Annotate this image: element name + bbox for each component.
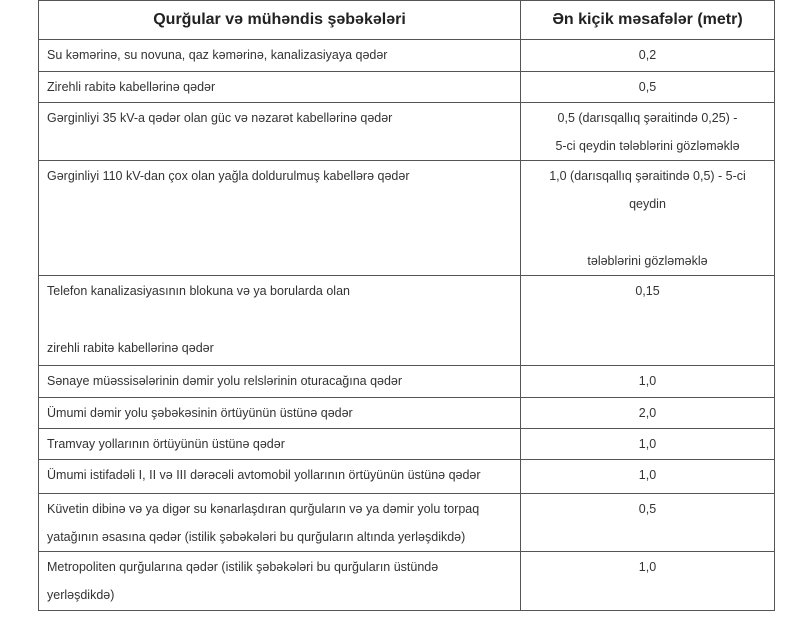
row-label: Tramvay yollarının örtüyünün üstünə qədər — [39, 429, 521, 460]
row-label: Ümumi istifadəli I, II və III dərəcəli avtomobil yollarının örtüyünün üstünə qədər — [39, 460, 521, 494]
row-value-line: tələblərini gözləməklə — [587, 254, 708, 268]
row-value-line: 5-ci qeydin tələblərini gözləməklə — [555, 139, 740, 153]
header-structures: Qurğular və mühəndis şəbəkələri — [39, 1, 521, 40]
table-row — [39, 552, 775, 611]
row-label-line: Metropoliten qurğularına qədər (istilik şəbəkələri bu qurğuların üstündə — [47, 560, 439, 574]
row-value: 2,0 — [521, 398, 775, 429]
table-row — [39, 366, 775, 398]
row-value: 0,15 — [521, 276, 775, 366]
spacer — [47, 305, 512, 334]
row-label: Ümumi dəmir yolu şəbəkəsinin örtüyünün üstünə qədər — [39, 398, 521, 429]
row-value — [521, 103, 775, 161]
spacer — [529, 218, 766, 247]
row-label-line: zirehli rabitə kabellərinə qədər — [47, 341, 214, 355]
row-value: 0,5 — [521, 494, 775, 552]
row-label-line: Küvetin dibinə və ya digər su kənarlaşdıran qurğuların və ya dəmir yolu torpaq — [47, 502, 480, 516]
table-row — [39, 429, 775, 460]
row-label: Sənaye müəssisələrinin dəmir yolu relslərinin oturacağına qədər — [39, 366, 521, 398]
row-value: 1,0 — [521, 552, 775, 611]
distances-table — [38, 0, 775, 611]
row-value: 1,0 — [521, 460, 775, 494]
table-row — [39, 276, 775, 366]
row-value-line: 1,0 (darısqallıq şəraitində 0,5) - 5-ci — [549, 169, 746, 183]
row-label-line: yerləşdikdə) — [47, 588, 115, 602]
row-label: Gərginliyi 110 kV-dan çox olan yağla doldurulmuş kabellərə qədər — [39, 161, 521, 276]
row-label-line: yatağının əsasına qədər (istilik şəbəkələri bu qurğuların altında yerləşdikdə) — [47, 530, 466, 544]
table-row — [39, 103, 775, 161]
row-label — [39, 276, 521, 366]
row-label — [39, 494, 521, 552]
table-row — [39, 460, 775, 494]
row-value: 0,2 — [521, 40, 775, 72]
table-row — [39, 161, 775, 276]
row-label: Zirehli rabitə kabellərinə qədər — [39, 72, 521, 103]
row-value-line: 0,5 (darısqallıq şəraitində 0,25) - — [557, 111, 738, 125]
row-value-line: qeydin — [629, 197, 666, 211]
row-label: Su kəmərinə, su novuna, qaz kəmərinə, kanalizasiyaya qədər — [39, 40, 521, 72]
table-row — [39, 398, 775, 429]
table-header-row — [39, 1, 775, 40]
row-label: Gərginliyi 35 kV-a qədər olan güc və nəzarət kabellərinə qədər — [39, 103, 521, 161]
row-value — [521, 161, 775, 276]
row-label — [39, 552, 521, 611]
row-value: 0,5 — [521, 72, 775, 103]
table-row — [39, 72, 775, 103]
row-value: 1,0 — [521, 429, 775, 460]
header-min-distances: Ən kiçik məsafələr (metr) — [521, 1, 775, 40]
table-row — [39, 494, 775, 552]
table-row — [39, 40, 775, 72]
row-value: 1,0 — [521, 366, 775, 398]
row-label-line: Telefon kanalizasiyasının blokuna və ya borularda olan — [47, 284, 350, 298]
